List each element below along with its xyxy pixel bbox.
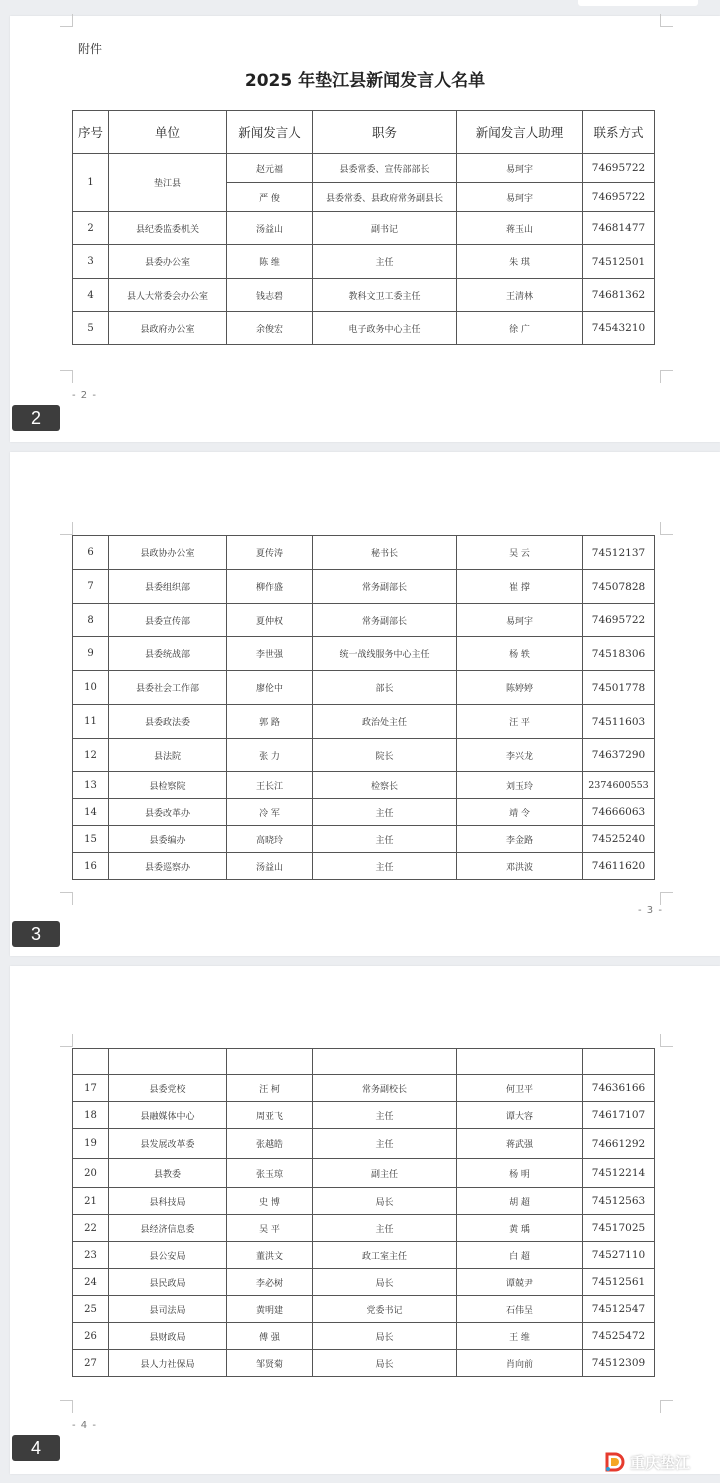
cell-unit: 县委统战部	[109, 637, 227, 671]
table-row	[73, 671, 655, 705]
cell-unit: 县公安局	[109, 1242, 227, 1269]
cell-spokesperson: 史 博	[227, 1188, 313, 1215]
cell-contact: 74512561	[583, 1269, 655, 1296]
cell-unit: 县人大常委会办公室	[109, 279, 227, 312]
page-badge: 2	[12, 405, 60, 431]
table-row	[73, 1323, 655, 1350]
spokesperson-table	[72, 535, 655, 880]
cell-contact: 74517025	[583, 1215, 655, 1242]
cell-seq: 23	[73, 1242, 109, 1269]
table-row	[73, 637, 655, 671]
cell-spokesperson: 张玉琼	[227, 1159, 313, 1188]
crop-mark	[660, 892, 673, 905]
cell-position: 秘书长	[313, 536, 457, 570]
cell-unit: 县财政局	[109, 1323, 227, 1350]
crop-mark	[60, 892, 73, 905]
cell-assistant: 王 维	[457, 1323, 583, 1350]
cell-position: 局长	[313, 1323, 457, 1350]
page-badge: 4	[12, 1435, 60, 1461]
cell-spokesperson: 王长江	[227, 772, 313, 799]
cell-spokesperson: 汪 柯	[227, 1075, 313, 1102]
cell-assistant: 石伟呈	[457, 1296, 583, 1323]
header-contact: 联系方式	[583, 111, 655, 154]
cell-unit: 县经济信息委	[109, 1215, 227, 1242]
cell-assistant: 白 超	[457, 1242, 583, 1269]
cell-contact: 74527110	[583, 1242, 655, 1269]
crop-mark	[60, 1034, 73, 1047]
cell-unit: 县司法局	[109, 1296, 227, 1323]
table-row	[73, 245, 655, 279]
header-position: 职务	[313, 111, 457, 154]
cell-unit: 县科技局	[109, 1188, 227, 1215]
table-row	[73, 154, 655, 183]
cell-spokesperson: 董洪文	[227, 1242, 313, 1269]
cell-assistant: 汪 平	[457, 705, 583, 739]
cell-contact: 74611620	[583, 853, 655, 880]
table-row	[73, 536, 655, 570]
cell-spokesperson: 陈 维	[227, 245, 313, 279]
cell-contact: 74507828	[583, 570, 655, 604]
cell-seq: 21	[73, 1188, 109, 1215]
cell-spokesperson: 夏传涛	[227, 536, 313, 570]
cell-spokesperson: 严 俊	[227, 183, 313, 212]
cell-assistant: 蒋玉山	[457, 212, 583, 245]
cell-unit: 县检察院	[109, 772, 227, 799]
cell-position: 主任	[313, 799, 457, 826]
cell-unit: 县教委	[109, 1159, 227, 1188]
cell-position: 副书记	[313, 212, 457, 245]
header-assistant: 新闻发言人助理	[457, 111, 583, 154]
cell-assistant: 陈婷婷	[457, 671, 583, 705]
table-row	[73, 799, 655, 826]
cell-contact: 74518306	[583, 637, 655, 671]
crop-mark	[660, 522, 673, 535]
cell-seq: 15	[73, 826, 109, 853]
cell-position: 院长	[313, 739, 457, 772]
cell-unit: 县委宣传部	[109, 604, 227, 637]
cell-contact: 74525240	[583, 826, 655, 853]
cell-spokesperson: 汤益山	[227, 853, 313, 880]
spokesperson-table	[72, 1048, 655, 1377]
cell-contact: 74512563	[583, 1188, 655, 1215]
cell-spokesperson: 赵元福	[227, 154, 313, 183]
crop-mark	[660, 1034, 673, 1047]
cell-seq: 18	[73, 1102, 109, 1129]
table-row	[73, 772, 655, 799]
cell-unit: 县人力社保局	[109, 1350, 227, 1377]
cell-seq: 12	[73, 739, 109, 772]
cell-seq: 1	[73, 154, 109, 212]
crop-mark	[660, 14, 673, 27]
cell-assistant: 朱 琪	[457, 245, 583, 279]
cell-contact: 74512309	[583, 1350, 655, 1377]
page-badge: 3	[12, 921, 60, 947]
cell-seq: 4	[73, 279, 109, 312]
cell-seq: 26	[73, 1323, 109, 1350]
cell-assistant: 易珂宇	[457, 604, 583, 637]
cell-seq: 3	[73, 245, 109, 279]
cell-contact: 74512501	[583, 245, 655, 279]
cell-spokesperson: 夏仲权	[227, 604, 313, 637]
watermark-text: 重庆垫江	[630, 1453, 691, 1472]
table-row	[73, 570, 655, 604]
cell-position: 局长	[313, 1188, 457, 1215]
cell-spokesperson: 周亚飞	[227, 1102, 313, 1129]
table-row	[73, 1188, 655, 1215]
cell-spokesperson: 冷 军	[227, 799, 313, 826]
cell-position: 党委书记	[313, 1296, 457, 1323]
cell-position: 县委常委、县政府常务副县长	[313, 183, 457, 212]
cell-spokesperson: 李世强	[227, 637, 313, 671]
table-row	[73, 604, 655, 637]
cell-spokesperson: 廖伦中	[227, 671, 313, 705]
cell-position: 常务副部长	[313, 570, 457, 604]
cell-spokesperson: 柳作盛	[227, 570, 313, 604]
spokesperson-table	[72, 110, 655, 345]
cell-unit: 县政协办公室	[109, 536, 227, 570]
cell-seq: 16	[73, 853, 109, 880]
cell-seq: 19	[73, 1129, 109, 1159]
page-number: - 3 -	[638, 905, 663, 916]
cell-seq: 27	[73, 1350, 109, 1377]
cell-spokesperson: 张 力	[227, 739, 313, 772]
cell-position: 局长	[313, 1350, 457, 1377]
table-row	[73, 1296, 655, 1323]
cell-assistant: 易珂宇	[457, 154, 583, 183]
cell-position: 副主任	[313, 1159, 457, 1188]
cell-assistant: 邓洪波	[457, 853, 583, 880]
page-number: - 2 -	[72, 390, 97, 401]
header-seq: 序号	[73, 111, 109, 154]
cell-contact: 74501778	[583, 671, 655, 705]
cell-seq: 2	[73, 212, 109, 245]
cell-contact: 74666063	[583, 799, 655, 826]
header-unit: 单位	[109, 111, 227, 154]
table-row	[73, 279, 655, 312]
cell-contact: 74661292	[583, 1129, 655, 1159]
cell-unit: 县纪委监委机关	[109, 212, 227, 245]
cell-spokesperson: 郭 路	[227, 705, 313, 739]
cell-position: 政工室主任	[313, 1242, 457, 1269]
table-row	[73, 212, 655, 245]
header-spokesperson: 新闻发言人	[227, 111, 313, 154]
table-header-row	[73, 111, 655, 154]
cell-assistant: 何卫平	[457, 1075, 583, 1102]
cell-spokesperson: 邹贤菊	[227, 1350, 313, 1377]
table-row	[73, 705, 655, 739]
top-edge-strip	[578, 0, 698, 6]
cell-contact: 74695722	[583, 183, 655, 212]
cell-position: 统一战线服务中心主任	[313, 637, 457, 671]
cell-seq: 20	[73, 1159, 109, 1188]
table-row	[73, 1129, 655, 1159]
document-page-4	[10, 966, 720, 1474]
table-row	[73, 1159, 655, 1188]
table-row	[73, 1269, 655, 1296]
cell-seq: 13	[73, 772, 109, 799]
cell-assistant: 徐 广	[457, 312, 583, 345]
cell-contact: 2374600553	[583, 772, 655, 799]
cell-position: 部长	[313, 671, 457, 705]
cell-assistant: 蒋武强	[457, 1129, 583, 1159]
cell-seq: 8	[73, 604, 109, 637]
cell-seq: 6	[73, 536, 109, 570]
cell-unit: 县民政局	[109, 1269, 227, 1296]
cell-assistant: 王清林	[457, 279, 583, 312]
cell-position: 主任	[313, 1215, 457, 1242]
source-watermark	[604, 1450, 690, 1474]
cell-unit: 县委政法委	[109, 705, 227, 739]
table-row	[73, 1102, 655, 1129]
cell-unit: 县法院	[109, 739, 227, 772]
cell-seq: 24	[73, 1269, 109, 1296]
cell-spokesperson: 吴 平	[227, 1215, 313, 1242]
cell-contact: 74512137	[583, 536, 655, 570]
cell-assistant: 李金路	[457, 826, 583, 853]
cell-contact: 74617107	[583, 1102, 655, 1129]
cell-assistant: 黄 瑀	[457, 1215, 583, 1242]
document-page-3	[10, 452, 720, 956]
cell-assistant: 易珂宇	[457, 183, 583, 212]
cell-position: 主任	[313, 1129, 457, 1159]
cell-unit: 县发展改革委	[109, 1129, 227, 1159]
cell-spokesperson: 钱志碧	[227, 279, 313, 312]
cell-unit: 县委组织部	[109, 570, 227, 604]
cell-spokesperson: 高晓玲	[227, 826, 313, 853]
cell-position: 政治处主任	[313, 705, 457, 739]
cell-seq: 25	[73, 1296, 109, 1323]
cell-contact: 74511603	[583, 705, 655, 739]
cell-position: 主任	[313, 1102, 457, 1129]
table-row	[73, 739, 655, 772]
crop-mark	[60, 14, 73, 27]
cell-spokesperson: 李必树	[227, 1269, 313, 1296]
table-blank-row	[73, 1049, 655, 1075]
crop-mark	[660, 370, 673, 383]
cell-seq: 5	[73, 312, 109, 345]
cell-assistant: 崔 撑	[457, 570, 583, 604]
cell-contact: 74681362	[583, 279, 655, 312]
table-row	[73, 1075, 655, 1102]
cell-unit: 县委编办	[109, 826, 227, 853]
cell-seq: 22	[73, 1215, 109, 1242]
cell-contact: 74695722	[583, 604, 655, 637]
cell-contact: 74512214	[583, 1159, 655, 1188]
cell-position: 主任	[313, 826, 457, 853]
crop-mark	[660, 1400, 673, 1413]
cell-unit: 县委改革办	[109, 799, 227, 826]
cell-seq: 9	[73, 637, 109, 671]
cell-unit: 县委巡察办	[109, 853, 227, 880]
cell-position: 主任	[313, 245, 457, 279]
cell-spokesperson: 傅 强	[227, 1323, 313, 1350]
cell-spokesperson: 张越皓	[227, 1129, 313, 1159]
crop-mark	[60, 522, 73, 535]
document-title: 2025 年垫江县新闻发言人名单	[244, 71, 486, 91]
cell-position: 电子政务中心主任	[313, 312, 457, 345]
document-page-2	[10, 16, 720, 442]
cell-assistant: 李兴龙	[457, 739, 583, 772]
cell-position: 检察长	[313, 772, 457, 799]
cell-assistant: 肖向前	[457, 1350, 583, 1377]
table-row	[73, 1242, 655, 1269]
cell-unit: 县政府办公室	[109, 312, 227, 345]
cell-position: 主任	[313, 853, 457, 880]
cell-spokesperson: 余俊宏	[227, 312, 313, 345]
cell-assistant: 谭大容	[457, 1102, 583, 1129]
cell-contact: 74512547	[583, 1296, 655, 1323]
table-row	[73, 853, 655, 880]
crop-mark	[60, 370, 73, 383]
cell-spokesperson: 汤益山	[227, 212, 313, 245]
cell-position: 局长	[313, 1269, 457, 1296]
attachment-label: 附件	[78, 42, 103, 56]
cell-seq: 17	[73, 1075, 109, 1102]
cell-contact: 74695722	[583, 154, 655, 183]
cell-contact: 74637290	[583, 739, 655, 772]
cell-assistant: 杨 轶	[457, 637, 583, 671]
crop-mark	[60, 1400, 73, 1413]
cell-assistant: 杨 明	[457, 1159, 583, 1188]
cell-seq: 11	[73, 705, 109, 739]
cell-unit: 县委党校	[109, 1075, 227, 1102]
table-row	[73, 312, 655, 345]
table-row	[73, 1215, 655, 1242]
cell-unit: 县委社会工作部	[109, 671, 227, 705]
cell-spokesperson: 黄明建	[227, 1296, 313, 1323]
cell-assistant: 胡 超	[457, 1188, 583, 1215]
cell-position: 常务副部长	[313, 604, 457, 637]
cell-unit: 垫江县	[109, 154, 227, 212]
cell-seq: 14	[73, 799, 109, 826]
cell-unit: 县委办公室	[109, 245, 227, 279]
cell-seq: 7	[73, 570, 109, 604]
cell-position: 常务副校长	[313, 1075, 457, 1102]
cell-contact: 74681477	[583, 212, 655, 245]
cell-seq: 10	[73, 671, 109, 705]
cell-assistant: 刘玉玲	[457, 772, 583, 799]
cell-assistant: 靖 令	[457, 799, 583, 826]
cell-assistant: 吴 云	[457, 536, 583, 570]
page-number: - 4 -	[72, 1420, 97, 1431]
cell-position: 教科文卫工委主任	[313, 279, 457, 312]
table-row	[73, 1350, 655, 1377]
cell-contact: 74543210	[583, 312, 655, 345]
rounded-d-logo-icon	[604, 1451, 626, 1473]
cell-position: 县委常委、宣传部部长	[313, 154, 457, 183]
cell-unit: 县融媒体中心	[109, 1102, 227, 1129]
cell-contact: 74525472	[583, 1323, 655, 1350]
cell-assistant: 谭兢尹	[457, 1269, 583, 1296]
cell-contact: 74636166	[583, 1075, 655, 1102]
table-row	[73, 826, 655, 853]
